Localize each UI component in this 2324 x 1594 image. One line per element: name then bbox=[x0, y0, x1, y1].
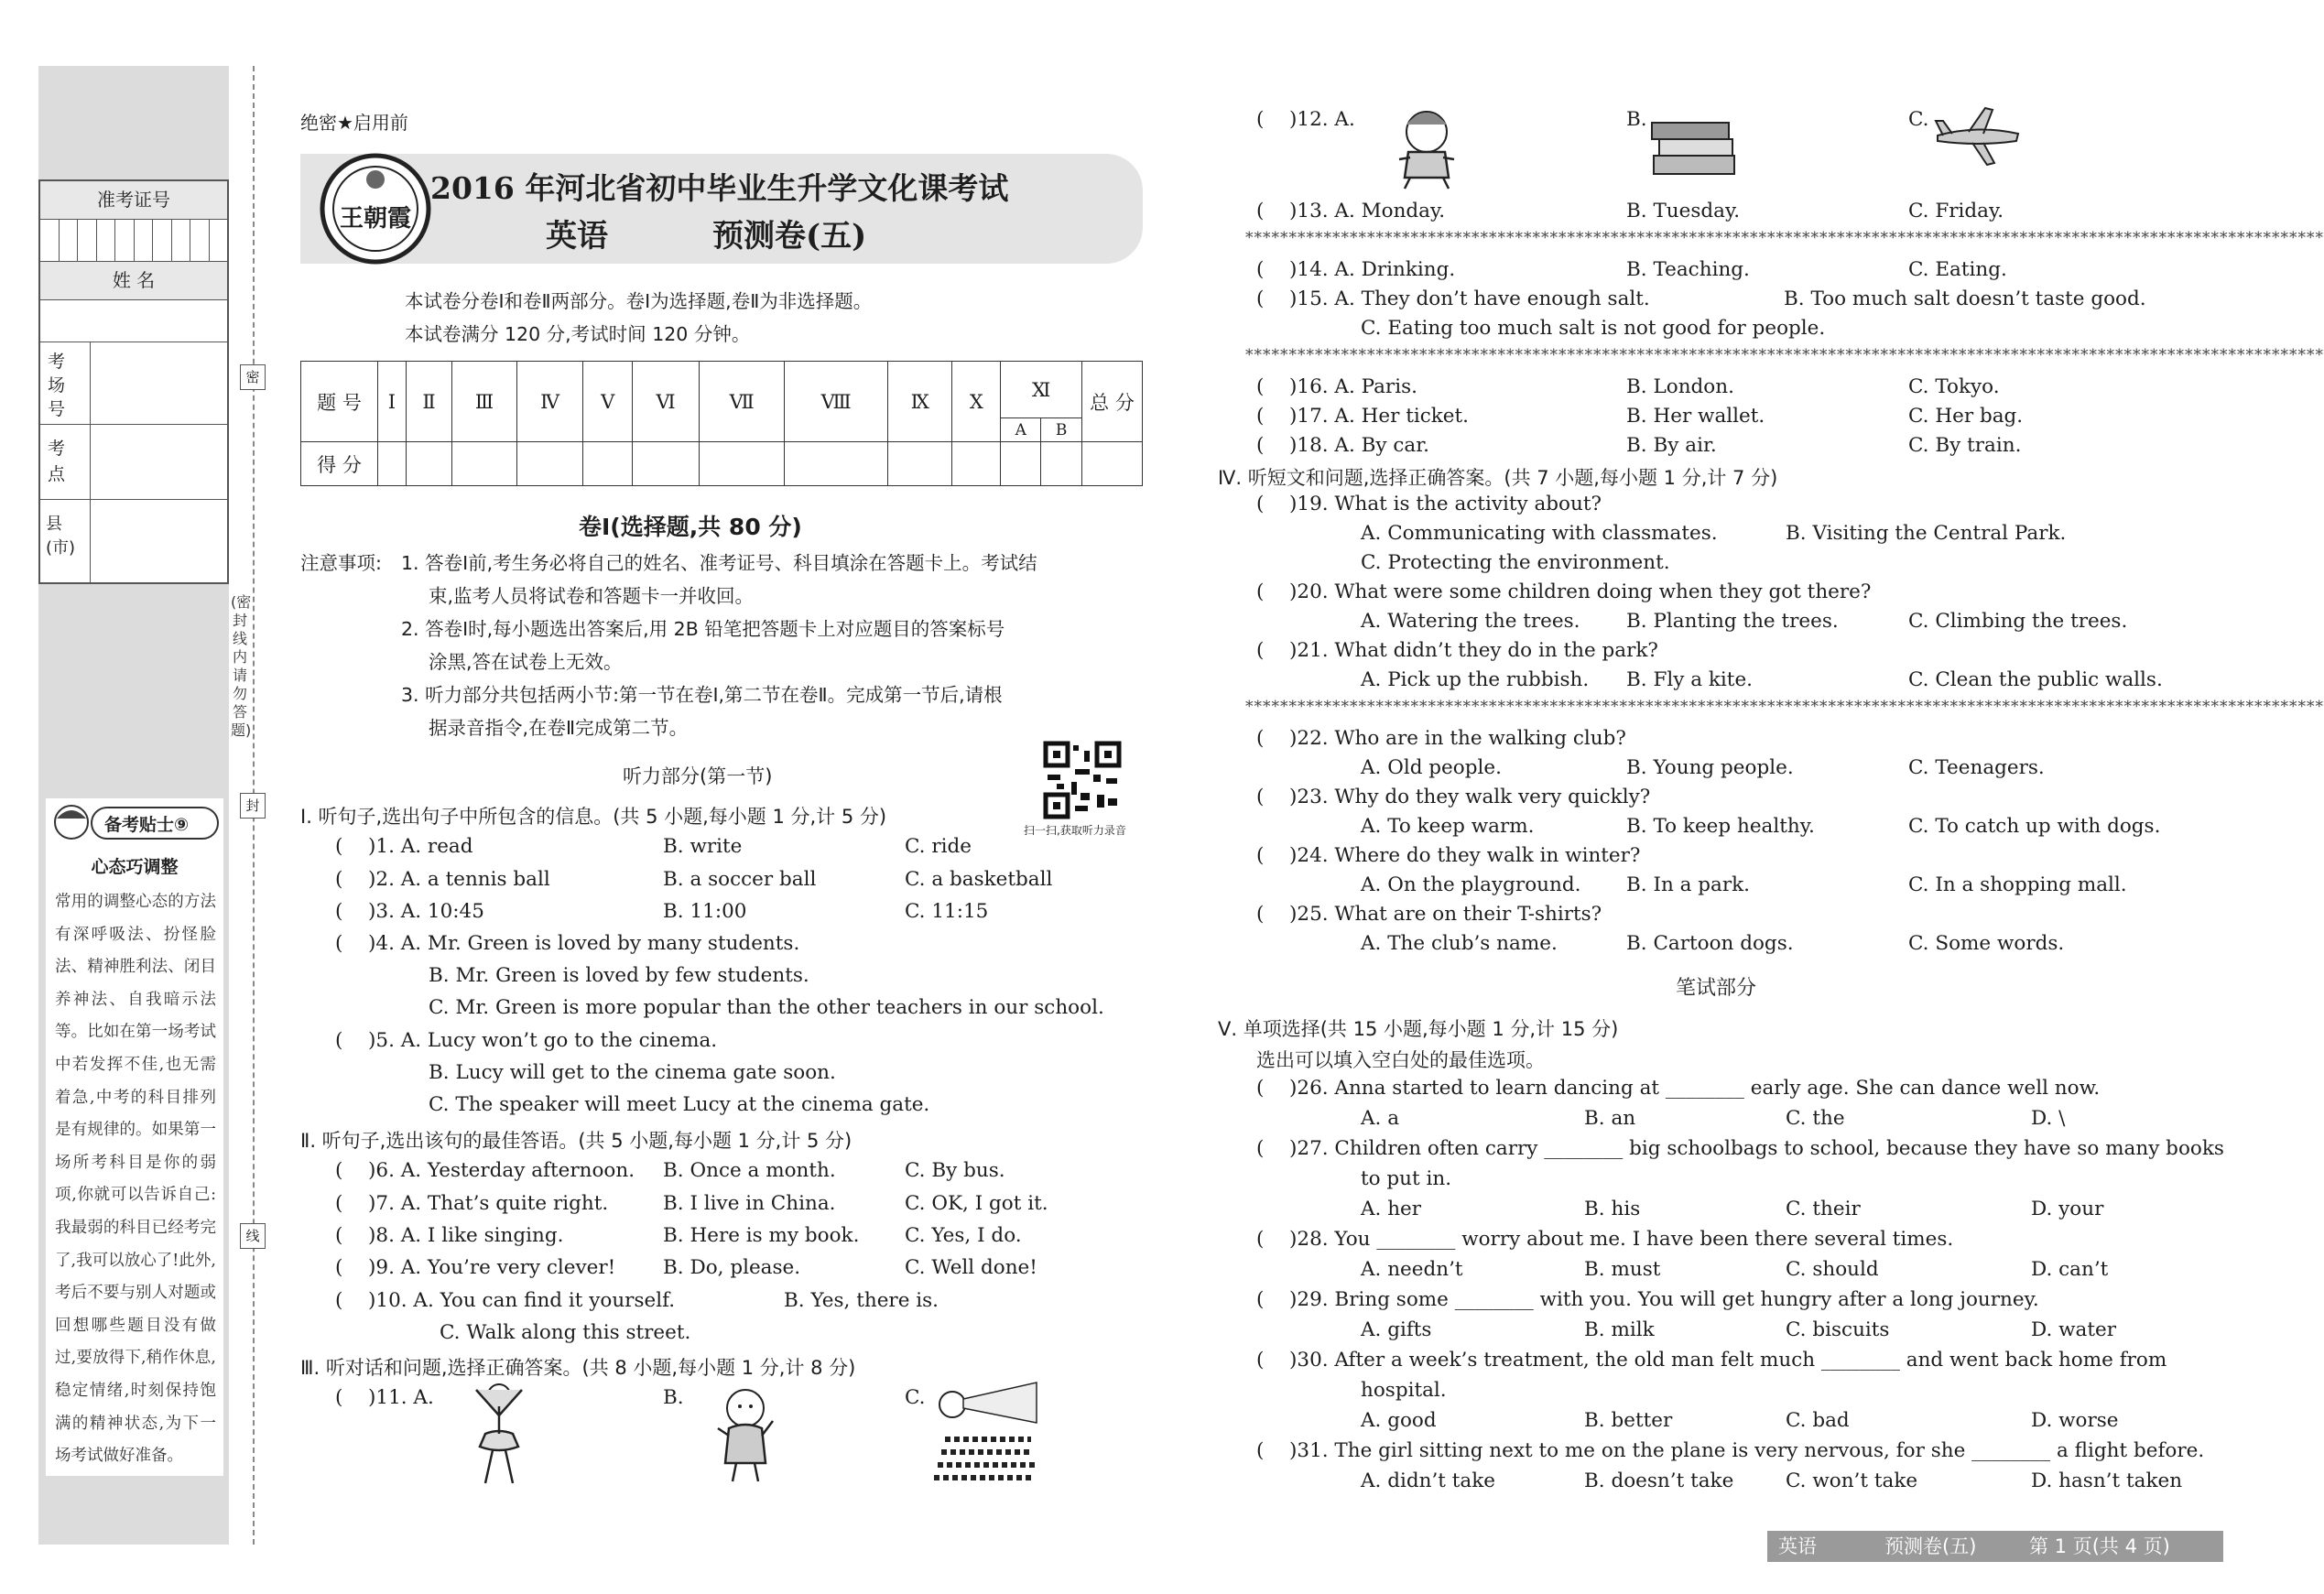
subject-title: 英语 bbox=[546, 218, 608, 255]
listening-title: 听力部分(第一节) bbox=[623, 765, 773, 787]
qr-caption: 扫一扫,获取听力录音 bbox=[1024, 824, 1126, 837]
q13-option-c: C. Friday. bbox=[1908, 200, 2004, 222]
q4-option-a: )4. A. Mr. Green is loved by many students. bbox=[368, 932, 800, 955]
paper-title: 预测卷(五) bbox=[712, 218, 867, 255]
score-cell[interactable] bbox=[888, 442, 952, 486]
q-paren[interactable]: ( bbox=[1256, 903, 1265, 926]
q27-option-c: C. their bbox=[1786, 1198, 1861, 1220]
exam-site-field[interactable] bbox=[90, 425, 227, 500]
name-label: 姓 名 bbox=[40, 262, 227, 300]
q20-option-b: B. Planting the trees. bbox=[1626, 610, 1839, 633]
q25-option-a: A. The club’s name. bbox=[1361, 932, 1558, 955]
q11-option-c: C. bbox=[905, 1386, 926, 1409]
q-paren[interactable]: ( bbox=[1256, 493, 1265, 515]
q15-option-c: C. Eating too much salt is not good for people. bbox=[1361, 317, 1826, 340]
section-5-heading: Ⅴ. 单项选择(共 15 小题,每小题 1 分,计 15 分) bbox=[1218, 1018, 1619, 1040]
q28-option-d: D. can’t bbox=[2031, 1258, 2109, 1281]
col-3: Ⅲ bbox=[452, 362, 516, 442]
q17-option-a: )17. A. Her ticket. bbox=[1289, 405, 1469, 428]
q8-option-b: B. Here is my book. bbox=[663, 1224, 860, 1247]
q22-option-b: B. Young people. bbox=[1626, 756, 1794, 779]
q-paren[interactable]: ( bbox=[1256, 434, 1265, 457]
q8-option-a: )8. A. I like singing. bbox=[368, 1224, 564, 1247]
q6-option-c: C. By bus. bbox=[905, 1159, 1005, 1182]
exam-room-label: 考场号 bbox=[48, 352, 66, 419]
county-label: 县(市) bbox=[46, 515, 76, 558]
col-11: Ⅺ bbox=[1001, 362, 1082, 418]
q1-option-b: B. write bbox=[663, 835, 743, 858]
section-4-heading: Ⅳ. 听短文和问题,选择正确答案。(共 7 小题,每小题 1 分,计 7 分) bbox=[1218, 467, 1778, 489]
q22-option-a: A. Old people. bbox=[1361, 756, 1502, 779]
q-paren[interactable]: ( bbox=[1256, 1077, 1265, 1100]
q31-option-b: B. doesn’t take bbox=[1584, 1469, 1734, 1492]
q27-option-d: D. your bbox=[2031, 1198, 2104, 1220]
q5-option-c: C. The speaker will meet Lucy at the cinema gate. bbox=[429, 1093, 930, 1116]
q3-option-b: B. 11:00 bbox=[663, 900, 747, 923]
q9-option-b: B. Do, please. bbox=[663, 1256, 801, 1279]
q17-option-b: B. Her wallet. bbox=[1626, 405, 1765, 428]
score-cell[interactable] bbox=[583, 442, 633, 486]
page-footer bbox=[1767, 1531, 2223, 1562]
q4-option-b: B. Mr. Green is loved by few students. bbox=[429, 964, 809, 987]
col-5: Ⅴ bbox=[583, 362, 633, 442]
q22-option-c: C. Teenagers. bbox=[1908, 756, 2045, 779]
q31-option-d: D. hasn’t taken bbox=[2031, 1469, 2183, 1492]
q29-option-d: D. water bbox=[2031, 1318, 2117, 1341]
q18-option-b: B. By air. bbox=[1626, 434, 1717, 457]
score-cell[interactable] bbox=[406, 442, 452, 486]
q-paren[interactable]: ( bbox=[1256, 1288, 1265, 1311]
q-paren[interactable]: ( bbox=[1256, 405, 1265, 428]
seal-char-2: 封 bbox=[240, 793, 266, 819]
ballet-dancer-icon bbox=[458, 1379, 540, 1489]
q20-option-c: C. Climbing the trees. bbox=[1908, 610, 2128, 633]
score-cell[interactable] bbox=[1001, 442, 1041, 486]
q-paren[interactable]: ( bbox=[335, 1386, 343, 1409]
exam-tip-box bbox=[46, 798, 223, 1476]
q-paren[interactable]: ( bbox=[335, 900, 343, 923]
q24-question: )24. Where do they walk in winter? bbox=[1289, 844, 1641, 867]
county-field[interactable] bbox=[90, 500, 227, 582]
q-paren[interactable]: ( bbox=[1256, 1137, 1265, 1160]
q12-option-b: B. bbox=[1626, 108, 1647, 131]
star-divider: **************************************************************************************************************************** bbox=[1245, 698, 2324, 716]
seal-char-1: 密 bbox=[240, 364, 266, 390]
tip-badge bbox=[46, 798, 223, 853]
intro-line-2: 本试卷满分 120 分,考试时间 120 分钟。 bbox=[405, 323, 751, 345]
q7-option-a: )7. A. That’s quite right. bbox=[368, 1192, 609, 1215]
q14-option-b: B. Teaching. bbox=[1626, 258, 1750, 281]
score-cell[interactable] bbox=[1041, 442, 1082, 486]
q3-option-a: )3. A. 10:45 bbox=[368, 900, 484, 923]
q23-option-c: C. To catch up with dogs. bbox=[1908, 815, 2161, 838]
q-paren[interactable]: ( bbox=[1256, 200, 1265, 222]
col-10: Ⅹ bbox=[952, 362, 1001, 442]
q28-question: )28. You ________ worry about me. I have been there several times. bbox=[1289, 1228, 1954, 1251]
airplane-icon bbox=[1932, 104, 2024, 168]
q19-option-c: C. Protecting the environment. bbox=[1361, 551, 1670, 574]
q12-option-a: )12. A. bbox=[1289, 108, 1355, 131]
intro-line-1: 本试卷分卷Ⅰ和卷Ⅱ两部分。卷Ⅰ为选择题,卷Ⅱ为非选择题。 bbox=[405, 290, 873, 312]
exam-site-row bbox=[40, 425, 227, 500]
q2-option-a: )2. A. a tennis ball bbox=[368, 868, 550, 891]
star-divider: **************************************************************************************************************************** bbox=[1245, 346, 2324, 364]
q-paren[interactable]: ( bbox=[335, 1256, 343, 1279]
q-paren[interactable]: ( bbox=[335, 1159, 343, 1182]
q24-option-c: C. In a shopping mall. bbox=[1908, 873, 2127, 896]
q10-option-c: C. Walk along this street. bbox=[440, 1321, 691, 1344]
q30-option-b: B. better bbox=[1584, 1409, 1673, 1432]
q29-option-a: A. gifts bbox=[1361, 1318, 1432, 1341]
col-9: Ⅸ bbox=[888, 362, 952, 442]
section-3-heading: Ⅲ. 听对话和问题,选择正确答案。(共 8 小题,每小题 1 分,计 8 分) bbox=[300, 1357, 856, 1379]
q27-question: )27. Children often carry ________ big schoolbags to school, because they have so many books bbox=[1289, 1137, 2224, 1160]
q29-option-c: C. biscuits bbox=[1786, 1318, 1890, 1341]
q13-option-b: B. Tuesday. bbox=[1626, 200, 1741, 222]
q28-option-c: C. should bbox=[1786, 1258, 1879, 1281]
note-line: 1. 答卷Ⅰ前,考生务必将自己的姓名、准考证号、科目填涂在答题卡上。考试结 bbox=[401, 552, 1037, 574]
qr-code-icon bbox=[1044, 742, 1121, 819]
q21-option-a: A. Pick up the rubbish. bbox=[1361, 668, 1590, 691]
q7-option-b: B. I live in China. bbox=[663, 1192, 836, 1215]
q-paren[interactable]: ( bbox=[1256, 727, 1265, 750]
q21-option-b: B. Fly a kite. bbox=[1626, 668, 1753, 691]
section-5-instruction: 选出可以填入空白处的最佳选项。 bbox=[1256, 1049, 1545, 1071]
part1-title: 卷Ⅰ(选择题,共 80 分) bbox=[579, 514, 802, 540]
q20-option-a: A. Watering the trees. bbox=[1361, 610, 1580, 633]
q-paren[interactable]: ( bbox=[1256, 287, 1265, 310]
tip-text: 常用的调整心态的方法有深呼吸法、扮怪脸法、精神胜利法、闭目养神法、自我暗示法等。比如在第一场考试中若发挥不佳,也无需着急,中考的科目排列是有规律的。如果第一场所考科目是你的弱项,你就可以告诉自己:我最弱的科目已经考完了,我可以放心了!此外,考后不要与别人对题或回想哪些题目没有做过,要放得下,稍作休息,稳定情绪,时刻保持饱满的精神状态,为下一场考试做好准备。 bbox=[55, 893, 216, 1466]
q30-question-cont: hospital. bbox=[1361, 1379, 1447, 1402]
q21-option-c: C. Clean the public walls. bbox=[1908, 668, 2163, 691]
q6-option-a: )6. A. Yesterday afternoon. bbox=[368, 1159, 635, 1182]
q12-option-c: C. bbox=[1908, 108, 1929, 131]
q11-option-a: )11. A. bbox=[368, 1386, 434, 1409]
note-line: 2. 答卷Ⅰ时,每小题选出答案后,用 2B 铅笔把答题卡上对应题目的答案标号 bbox=[401, 618, 1005, 640]
exam-title: 2016 年河北省初中毕业生升学文化课考试 bbox=[430, 170, 1009, 206]
q2-option-b: B. a soccer ball bbox=[663, 868, 817, 891]
q-paren[interactable]: ( bbox=[1256, 786, 1265, 808]
q16-option-c: C. Tokyo. bbox=[1908, 375, 2000, 398]
footer-subject: 英语 bbox=[1778, 1535, 1817, 1557]
q19-option-b: B. Visiting the Central Park. bbox=[1786, 522, 2067, 545]
exam-id-boxes[interactable] bbox=[40, 220, 227, 262]
q-paren[interactable]: ( bbox=[1256, 639, 1265, 662]
q1-option-c: C. ride bbox=[905, 835, 972, 858]
q1-option-a: )1. A. read bbox=[368, 835, 473, 858]
q-paren[interactable]: ( bbox=[1256, 580, 1265, 603]
exam-id-label: 准考证号 bbox=[40, 181, 227, 220]
q26-option-c: C. the bbox=[1786, 1107, 1845, 1130]
note-line: 束,监考人员将试卷和答题卡一并收回。 bbox=[429, 585, 755, 607]
q15-option-a: )15. A. They don’t have enough salt. bbox=[1289, 287, 1650, 310]
q30-option-a: A. good bbox=[1361, 1409, 1437, 1432]
q26-question: )26. Anna started to learn dancing at ________ early age. She can dance well now. bbox=[1289, 1077, 2101, 1100]
q10-option-b: B. Yes, there is. bbox=[784, 1289, 939, 1312]
cinema-audience-icon bbox=[930, 1377, 1038, 1491]
exam-room-field[interactable] bbox=[90, 342, 227, 425]
col-7: Ⅶ bbox=[700, 362, 785, 442]
q29-option-b: B. milk bbox=[1584, 1318, 1655, 1341]
q25-option-b: B. Cartoon dogs. bbox=[1626, 932, 1794, 955]
q19-option-a: A. Communicating with classmates. bbox=[1361, 522, 1718, 545]
q31-option-c: C. won’t take bbox=[1786, 1469, 1918, 1492]
q31-question: )31. The girl sitting next to me on the plane is very nervous, for she ________ a flight before. bbox=[1289, 1439, 2205, 1462]
col-2: Ⅱ bbox=[406, 362, 452, 442]
q4-option-c: C. Mr. Green is more popular than the other teachers in our school. bbox=[429, 996, 1104, 1019]
tip-title: 心态巧调整 bbox=[91, 857, 179, 877]
exam-site-label: 考点 bbox=[48, 439, 66, 484]
col-6: Ⅵ bbox=[633, 362, 700, 442]
exam-room-row bbox=[40, 342, 227, 425]
boy-singing-icon bbox=[705, 1384, 787, 1485]
q-paren[interactable]: ( bbox=[1256, 844, 1265, 867]
star-divider: **************************************************************************************************************************** bbox=[1245, 229, 2324, 247]
score-cell[interactable] bbox=[1082, 442, 1143, 486]
score-cell[interactable] bbox=[785, 442, 888, 486]
candidate-info-table bbox=[38, 179, 229, 584]
q21-question: )21. What didn’t they do in the park? bbox=[1289, 639, 1658, 662]
secret-label: 绝密★启用前 bbox=[300, 112, 408, 134]
col-11a: A bbox=[1001, 418, 1041, 442]
q19-question: )19. What is the activity about? bbox=[1289, 493, 1602, 515]
q23-question: )23. Why do they walk very quickly? bbox=[1289, 786, 1651, 808]
q14-option-c: C. Eating. bbox=[1908, 258, 2007, 281]
col-11b: B bbox=[1041, 418, 1082, 442]
doll-icon bbox=[1383, 104, 1471, 192]
score-cell[interactable] bbox=[700, 442, 785, 486]
section-2-heading: Ⅱ. 听句子,选出该句的最佳答语。(共 5 小题,每小题 1 分,计 5 分) bbox=[300, 1130, 852, 1152]
q-paren[interactable]: ( bbox=[335, 868, 343, 891]
q-paren[interactable]: ( bbox=[335, 932, 343, 955]
q27-option-b: B. his bbox=[1584, 1198, 1641, 1220]
note-line: 3. 听力部分共包括两小节:第一节在卷Ⅰ,第二节在卷Ⅱ。完成第一节后,请根 bbox=[401, 684, 1003, 706]
q5-option-a: )5. A. Lucy won’t go to the cinema. bbox=[368, 1029, 718, 1052]
q22-question: )22. Who are in the walking club? bbox=[1289, 727, 1626, 750]
q-paren[interactable]: ( bbox=[335, 1192, 343, 1215]
q30-option-d: D. worse bbox=[2031, 1409, 2119, 1432]
q14-option-a: )14. A. Drinking. bbox=[1289, 258, 1456, 281]
footer-paper: 预测卷(五) bbox=[1884, 1535, 1977, 1557]
footer-page: 第 1 页(共 4 页) bbox=[2029, 1535, 2170, 1557]
q26-option-d: D. \ bbox=[2031, 1107, 2066, 1130]
q-paren[interactable]: ( bbox=[1256, 108, 1265, 131]
name-field[interactable] bbox=[40, 300, 227, 342]
q-paren[interactable]: ( bbox=[1256, 1439, 1265, 1462]
score-label: 得 分 bbox=[301, 442, 378, 486]
col-1: Ⅰ bbox=[378, 362, 407, 442]
q29-question: )29. Bring some ________ with you. You will get hungry after a long journey. bbox=[1289, 1288, 2039, 1311]
score-table bbox=[300, 361, 1143, 486]
q25-question: )25. What are on their T-shirts? bbox=[1289, 903, 1602, 926]
q30-question: )30. After a week’s treatment, the old man felt much ________ and went back home from bbox=[1289, 1349, 2167, 1372]
q23-option-b: B. To keep healthy. bbox=[1626, 815, 1815, 838]
q9-option-a: )9. A. You’re very clever! bbox=[368, 1256, 616, 1279]
q28-option-a: A. needn’t bbox=[1361, 1258, 1463, 1281]
q31-option-a: A. didn’t take bbox=[1361, 1469, 1495, 1492]
q13-option-a: )13. A. Monday. bbox=[1289, 200, 1446, 222]
note-line: 涂黑,答在试卷上无效。 bbox=[429, 651, 623, 673]
county-row bbox=[40, 500, 227, 582]
q25-option-c: C. Some words. bbox=[1908, 932, 2065, 955]
written-part-title: 笔试部分 bbox=[1676, 977, 1757, 1000]
q-paren[interactable]: ( bbox=[1256, 1349, 1265, 1372]
q-paren[interactable]: ( bbox=[1256, 375, 1265, 398]
note-line: 据录音指令,在卷Ⅱ完成第二节。 bbox=[429, 717, 689, 739]
q20-question: )20. What were some children doing when they got there? bbox=[1289, 580, 1872, 603]
q10-option-a: )10. A. You can find it yourself. bbox=[368, 1289, 676, 1312]
tip-badge-text: 备考贴士⑨ bbox=[104, 815, 190, 835]
col-4: Ⅳ bbox=[516, 362, 583, 442]
q2-option-c: C. a basketball bbox=[905, 868, 1053, 891]
seal-note: (密封线内请勿答题) bbox=[231, 593, 252, 739]
total-label: 总 分 bbox=[1082, 362, 1143, 442]
q3-option-c: C. 11:15 bbox=[905, 900, 989, 923]
q15-option-b: B. Too much salt doesn’t taste good. bbox=[1784, 287, 2146, 310]
q-paren[interactable]: ( bbox=[335, 1029, 343, 1052]
score-cell[interactable] bbox=[378, 442, 407, 486]
q-paren[interactable]: ( bbox=[335, 835, 343, 858]
col-8: Ⅷ bbox=[785, 362, 888, 442]
q16-option-a: )16. A. Paris. bbox=[1289, 375, 1417, 398]
q30-option-c: C. bad bbox=[1786, 1409, 1850, 1432]
notes-label: 注意事项: bbox=[300, 552, 382, 574]
q6-option-b: B. Once a month. bbox=[663, 1159, 836, 1182]
q23-option-a: A. To keep warm. bbox=[1361, 815, 1535, 838]
q-paren[interactable]: ( bbox=[335, 1289, 343, 1312]
section-1-heading: Ⅰ. 听句子,选出句子中所包含的信息。(共 5 小题,每小题 1 分,计 5 分) bbox=[300, 806, 887, 828]
qr-code[interactable] bbox=[1044, 742, 1121, 819]
q11-option-b: B. bbox=[663, 1386, 684, 1409]
publisher-logo bbox=[319, 152, 432, 266]
q9-option-c: C. Well done! bbox=[905, 1256, 1037, 1279]
score-table-qnum-label: 题 号 bbox=[301, 362, 378, 442]
q28-option-b: B. must bbox=[1584, 1258, 1661, 1281]
q-paren[interactable]: ( bbox=[335, 1224, 343, 1247]
q17-option-c: C. Her bag. bbox=[1908, 405, 2024, 428]
q26-option-a: A. a bbox=[1361, 1107, 1400, 1130]
q-paren[interactable]: ( bbox=[1256, 1228, 1265, 1251]
logo-text: 王朝霞 bbox=[339, 205, 411, 233]
score-cell[interactable] bbox=[452, 442, 516, 486]
score-cell[interactable] bbox=[633, 442, 700, 486]
q27-option-a: A. her bbox=[1361, 1198, 1422, 1220]
q16-option-b: B. London. bbox=[1626, 375, 1734, 398]
q8-option-c: C. Yes, I do. bbox=[905, 1224, 1022, 1247]
seal-char-3: 线 bbox=[240, 1223, 266, 1249]
q24-option-a: A. On the playground. bbox=[1361, 873, 1581, 896]
q27-question-cont: to put in. bbox=[1361, 1167, 1452, 1190]
q5-option-b: B. Lucy will get to the cinema gate soon. bbox=[429, 1061, 836, 1084]
score-cell[interactable] bbox=[952, 442, 1001, 486]
books-icon bbox=[1648, 115, 1740, 181]
q18-option-a: )18. A. By car. bbox=[1289, 434, 1429, 457]
q7-option-c: C. OK, I got it. bbox=[905, 1192, 1048, 1215]
q-paren[interactable]: ( bbox=[1256, 258, 1265, 281]
score-cell[interactable] bbox=[516, 442, 583, 486]
q24-option-b: B. In a park. bbox=[1626, 873, 1751, 896]
q18-option-c: C. By train. bbox=[1908, 434, 2022, 457]
q26-option-b: B. an bbox=[1584, 1107, 1636, 1130]
